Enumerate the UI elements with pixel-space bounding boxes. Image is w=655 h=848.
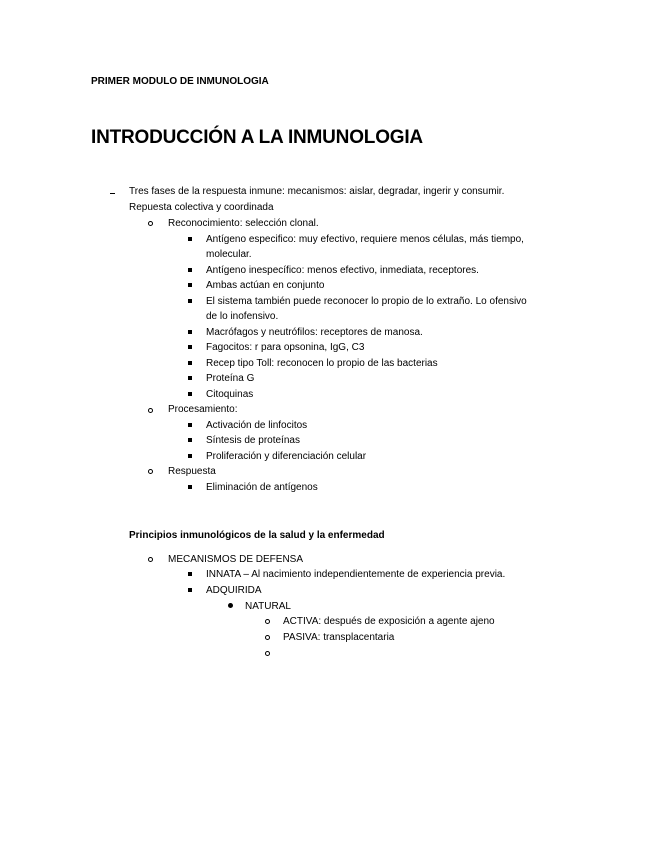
disc-bullet: [228, 603, 233, 608]
list-item-natural: NATURAL: [245, 601, 291, 612]
list-item: Recep tipo Toll: reconocen lo propio de las bacterias: [206, 358, 438, 369]
square-bullet: [188, 438, 192, 442]
lead-line-1: Tres fases de la respuesta inmune: mecanismos: aislar, degradar, ingerir y consumir.: [129, 186, 505, 197]
respuesta-heading: Respuesta: [168, 466, 216, 477]
list-item: Síntesis de proteínas: [206, 435, 300, 446]
circle-bullet: [148, 408, 153, 413]
circle-bullet: [148, 469, 153, 474]
square-bullet: [188, 330, 192, 334]
dash-bullet: [110, 193, 115, 194]
list-item: Proliferación y diferenciación celular: [206, 451, 367, 462]
list-item-innata: INNATA – Al nacimiento independientemente de experiencia previa.: [206, 569, 506, 580]
square-bullet: [188, 485, 192, 489]
square-bullet: [188, 237, 192, 241]
circle-bullet: [148, 221, 153, 226]
square-bullet: [188, 345, 192, 349]
list-item-continuation: molecular.: [206, 249, 252, 260]
circle-bullet: [265, 635, 270, 640]
procesamiento-heading: Procesamiento:: [168, 404, 238, 415]
square-bullet: [188, 392, 192, 396]
square-bullet: [188, 299, 192, 303]
section-heading: Principios inmunológicos de la salud y la enfermedad: [129, 530, 385, 541]
list-item: Eliminación de antígenos: [206, 482, 318, 493]
circle-bullet: [265, 619, 270, 624]
page-title: INTRODUCCIÓN A LA INMUNOLOGIA: [91, 127, 423, 148]
list-item: Citoquinas: [206, 389, 254, 400]
list-item: Proteína G: [206, 373, 255, 384]
list-item-pasiva: PASIVA: transplacentaria: [283, 632, 395, 643]
square-bullet: [188, 268, 192, 272]
square-bullet: [188, 283, 192, 287]
lead-line-2: Repuesta colectiva y coordinada: [129, 202, 274, 213]
list-item: Antígeno inespecífico: menos efectivo, inmediata, receptores.: [206, 265, 479, 276]
list-item-activa: ACTIVA: después de exposición a agente ajeno: [283, 616, 495, 627]
square-bullet: [188, 361, 192, 365]
reconocimiento-heading: Reconocimiento: selección clonal.: [168, 218, 319, 229]
square-bullet: [188, 454, 192, 458]
square-bullet: [188, 423, 192, 427]
square-bullet: [188, 376, 192, 380]
list-item: Activación de linfocitos: [206, 420, 308, 431]
list-item-adquirida: ADQUIRIDA: [206, 585, 262, 596]
list-item-continuation: de lo inofensivo.: [206, 311, 279, 322]
list-item: Fagocitos: r para opsonina, IgG, C3: [206, 342, 365, 353]
list-item: Antígeno especifico: muy efectivo, requiere menos células, más tiempo,: [206, 234, 524, 245]
circle-bullet: [148, 557, 153, 562]
circle-bullet-empty: [265, 651, 270, 656]
list-item: El sistema también puede reconocer lo propio de lo extraño. Lo ofensivo: [206, 296, 527, 307]
module-header: PRIMER MODULO DE INMUNOLOGIA: [91, 76, 269, 87]
list-item: Ambas actúan en conjunto: [206, 280, 325, 291]
square-bullet: [188, 588, 192, 592]
list-item: Macrófagos y neutrófilos: receptores de manosa.: [206, 327, 423, 338]
square-bullet: [188, 572, 192, 576]
mecanismos-heading: MECANISMOS DE DEFENSA: [168, 554, 304, 565]
